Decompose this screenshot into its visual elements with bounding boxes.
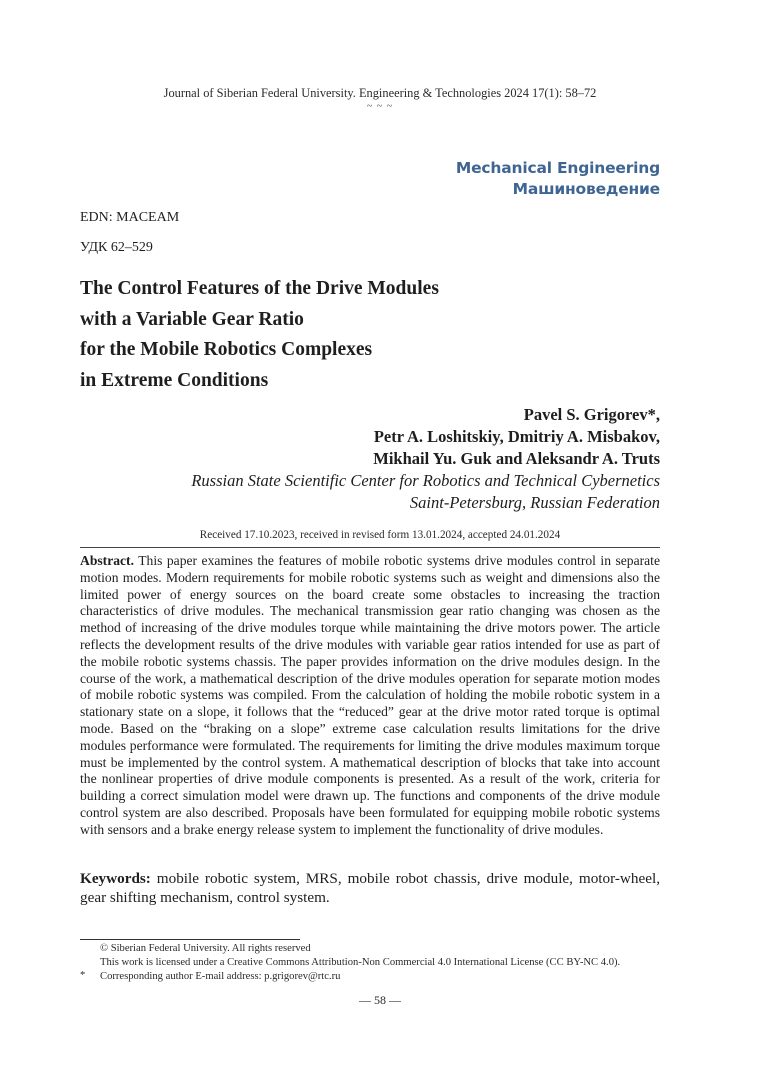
license-note: This work is licensed under a Creative Commons Attribution-Non Commercial 4.0 International License (CC BY-NC 4.0).: [100, 957, 621, 968]
keywords-text: mobile robotic system, MRS, mobile robot chassis, drive module, motor-wheel, gear shifting mechanism, control system.: [80, 870, 660, 906]
affiliation: [191, 470, 660, 514]
author-list: [373, 404, 660, 470]
edn-identifier: EDN: MACEAM: [80, 210, 180, 225]
section-english: Mechanical Engineering: [455, 159, 660, 177]
header-separator: ~ ~ ~: [366, 101, 394, 112]
abstract-text: This paper examines the features of mobile robotic systems drive modules control in separate motion modes. Modern requirements for mobile robotic systems such as weight and dimensions also the limited power of energy sources on the board create some obstacles to increasing the traction characteristics of drive modules. The mechanical transmission gear ratio changing was chosen as the method of increasing of the drive modules torque while maintaining the drive motors power. The article reflects the development results of the drive modules with variable gear ratios intended for use as part of the mobile robotic systems chassis. The paper provides information on the drive modules design. In the course of the work, a mathematical description of the drive modules operation for separate motion modes of mobile robotic systems was compiled. From the calculation of holding the mobile robotic system in a stationary state on a slope, it follows that the “reduced” gear at the drive motor rated torque is optimal mode. Based on the “braking on a slope” extreme case calculation results limitations for the drive modules performance were formulated. The requirements for limiting the drive modules maximum torque must be implemented by the control system. A mathematical description of blocks that take into account the nonlinear properties of drive module components is presented. As a result of the work, criteria for building a correct simulation model were drawn up. The functions and components of the drive module control system are also described. Proposals have been formulated for equipping mobile robotic systems with sensors and a brake energy release system to implement the functionality of drive modules.: [80, 553, 660, 837]
title-line: The Control Features of the Drive Modules: [80, 278, 439, 299]
corresponding-author-note: Corresponding author E-mail address: p.grigorev@rtc.ru: [100, 971, 341, 982]
author-line: Petr A. Loshitskiy, Dmitriy A. Misbakov,: [373, 427, 660, 446]
title-line: in Extreme Conditions: [80, 369, 269, 391]
udk-identifier: УДК 62–529: [80, 240, 153, 255]
abstract: [80, 553, 660, 839]
divider: [80, 547, 660, 548]
author-line: Pavel S. Grigorev*,: [523, 405, 660, 424]
copyright-note: © Siberian Federal University. All rights reserved: [100, 943, 311, 954]
keywords-label: Keywords:: [80, 870, 151, 887]
footnote-divider: [80, 939, 300, 940]
author-line: Mikhail Yu. Guk and Aleksandr A. Truts: [373, 449, 660, 468]
title-line: for the Mobile Robotics Complexes: [80, 339, 373, 360]
title-line: with a Variable Gear Ratio: [80, 308, 304, 330]
affiliation-line: Saint-Petersburg, Russian Federation: [409, 493, 660, 512]
abstract-label: Abstract.: [80, 553, 134, 568]
section-heading: [456, 158, 660, 200]
keywords: [80, 869, 660, 907]
footnote-star: *: [80, 970, 86, 981]
paper-title: [80, 274, 439, 396]
section-russian: Машиноведение: [512, 180, 660, 198]
received-dates: Received 17.10.2023, received in revised form 13.01.2024, accepted 24.01.2024: [199, 529, 561, 541]
journal-header: Journal of Siberian Federal University. Engineering & Technologies 2024 17(1): 58–72: [163, 86, 597, 100]
page-number: — 58 —: [359, 993, 401, 1007]
affiliation-line: Russian State Scientific Center for Robotics and Technical Cybernetics: [191, 471, 660, 490]
